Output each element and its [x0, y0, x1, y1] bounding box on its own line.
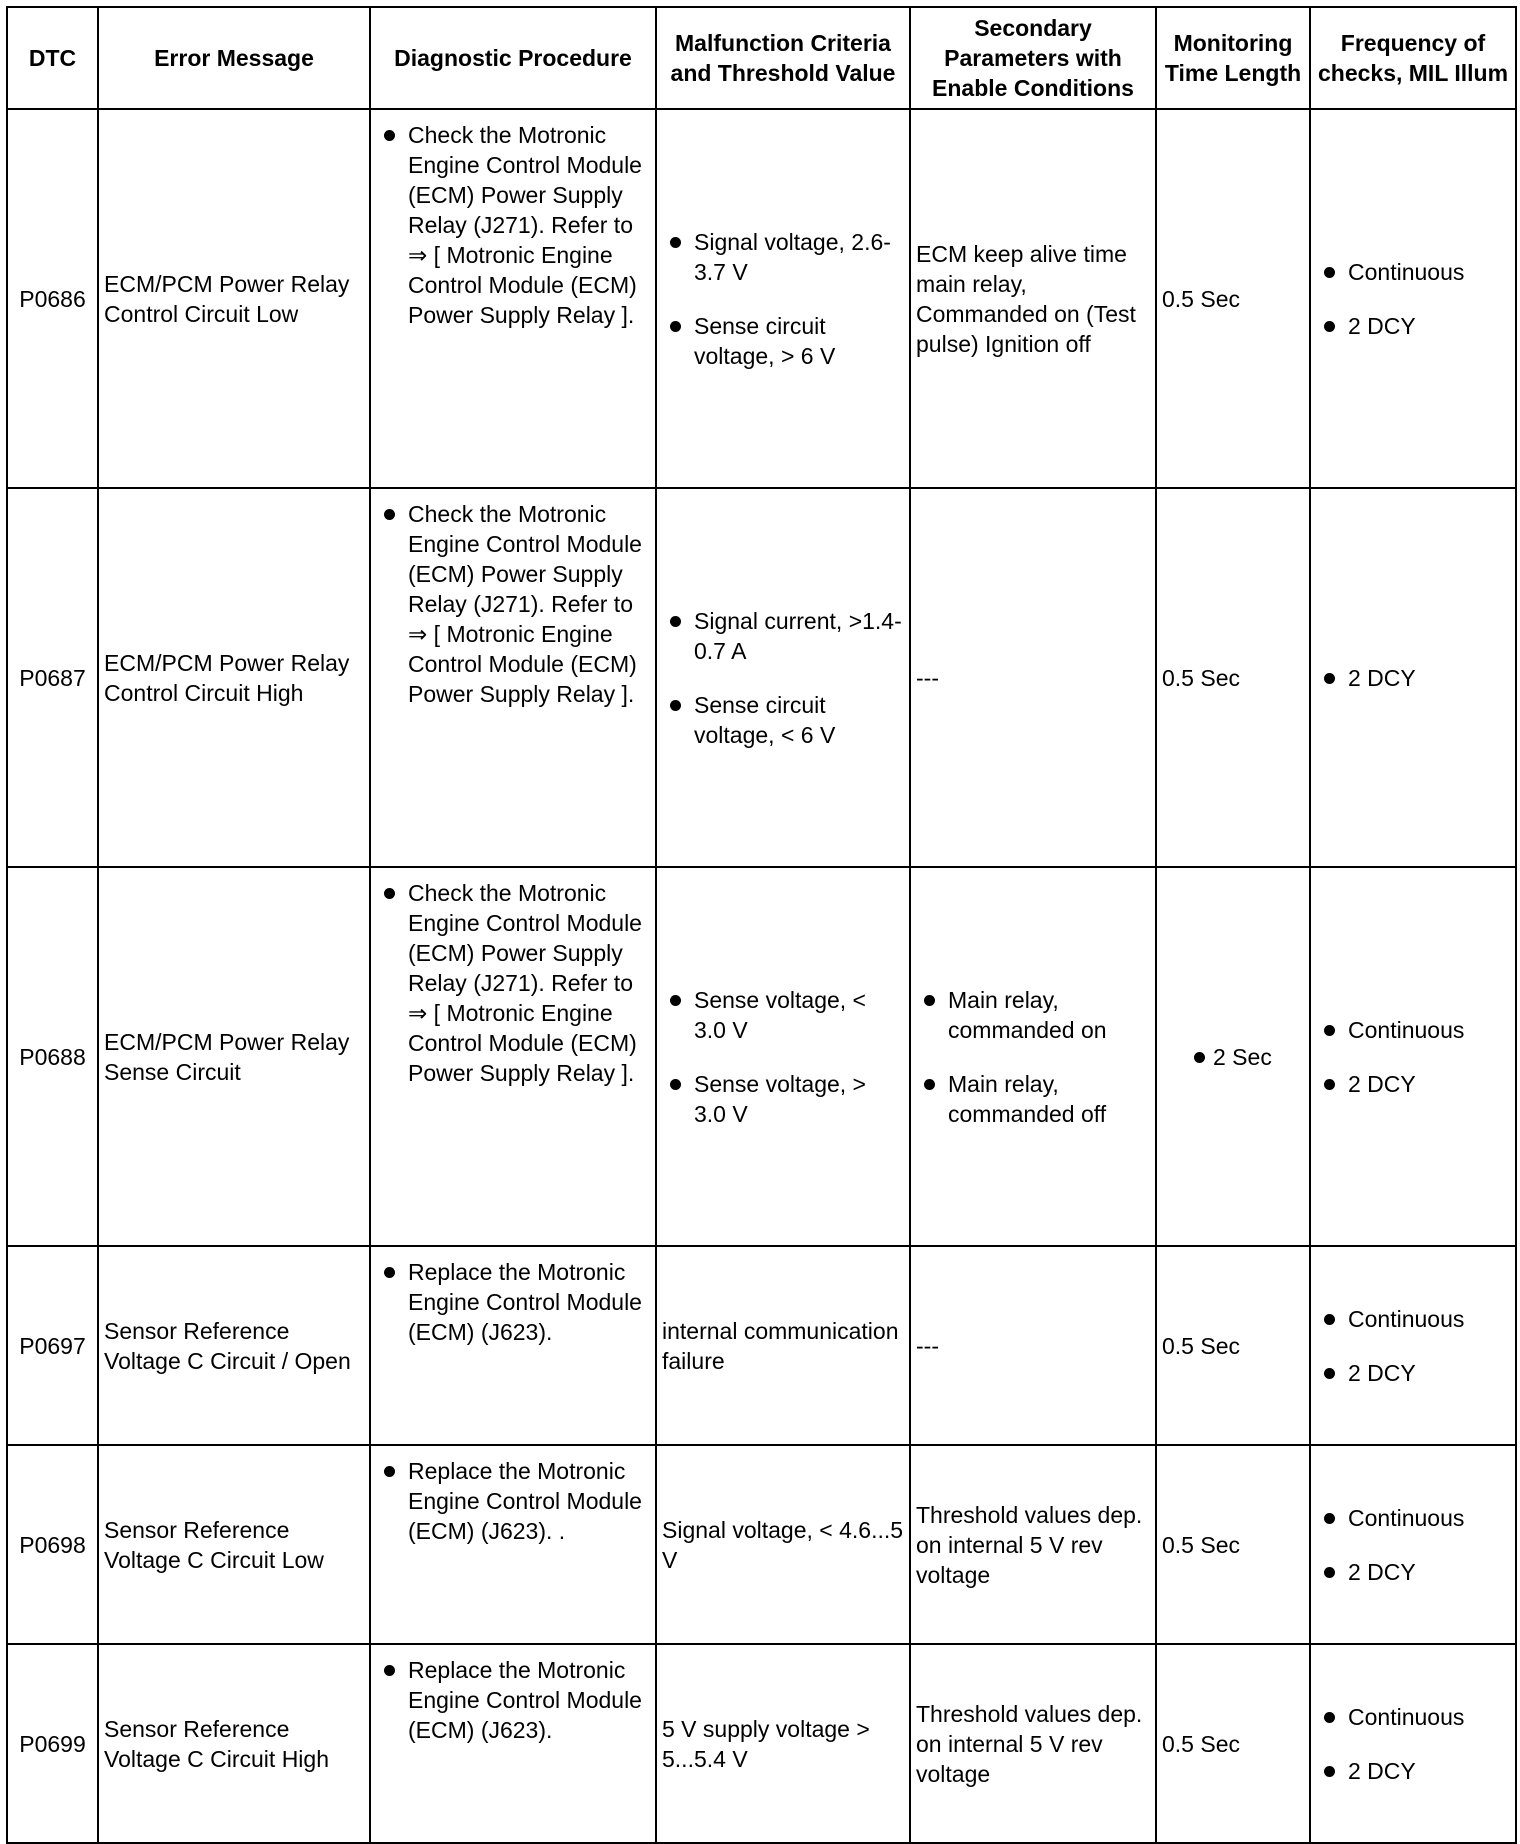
secondary-parameters: --- — [910, 1246, 1156, 1445]
table-row — [7, 1445, 1516, 1644]
error-message: Sensor Reference Voltage C Circuit / Open — [98, 1246, 370, 1445]
monitoring-time: 0.5 Sec — [1156, 488, 1310, 867]
dtc-code: P0697 — [7, 1246, 98, 1445]
frequency-item: Continuous — [1316, 1015, 1510, 1045]
frequency — [1310, 1246, 1516, 1445]
header-secondary-parameters: Secondary Parameters with Enable Conditions — [910, 7, 1156, 109]
dtc-code: P0688 — [7, 867, 98, 1246]
frequency — [1310, 867, 1516, 1246]
secondary-parameters — [910, 867, 1156, 1246]
criteria-item: Sense voltage, > 3.0 V — [662, 1069, 904, 1129]
malfunction-criteria — [656, 488, 910, 867]
diagnostic-procedure — [370, 109, 656, 488]
malfunction-criteria — [656, 867, 910, 1246]
secondary-parameters: --- — [910, 488, 1156, 867]
procedure-item: Check the Motronic Engine Control Module (ECM) Power Supply Relay (J271). Refer to ⇒ [ Motronic Engine Control Module (ECM) Power Supply Relay ]. — [376, 120, 650, 330]
secondary-item: Main relay, commanded off — [916, 1069, 1150, 1129]
secondary-parameters: Threshold values dep. on internal 5 V rev voltage — [910, 1445, 1156, 1644]
criteria-item: Sense voltage, < 3.0 V — [662, 985, 904, 1045]
diagnostic-procedure — [370, 867, 656, 1246]
frequency-item: 2 DCY — [1316, 311, 1510, 341]
dtc-code: P0687 — [7, 488, 98, 867]
frequency-item: 2 DCY — [1316, 663, 1510, 693]
table-row — [7, 488, 1516, 867]
diagnostic-procedure — [370, 1644, 656, 1843]
frequency — [1310, 1644, 1516, 1843]
header-diagnostic-procedure: Diagnostic Procedure — [370, 7, 656, 109]
procedure-item: Replace the Motronic Engine Control Module (ECM) (J623). — [376, 1257, 650, 1347]
frequency — [1310, 109, 1516, 488]
dtc-code: P0686 — [7, 109, 98, 488]
malfunction-criteria: Signal voltage, < 4.6...5 V — [656, 1445, 910, 1644]
table-row — [7, 109, 1516, 488]
diagnostic-procedure — [370, 1246, 656, 1445]
frequency — [1310, 488, 1516, 867]
frequency-item: Continuous — [1316, 257, 1510, 287]
monitoring-time: 0.5 Sec — [1156, 1246, 1310, 1445]
monitoring-time: 0.5 Sec — [1156, 1644, 1310, 1843]
monitoring-time: 0.5 Sec — [1156, 109, 1310, 488]
criteria-item: Signal current, >1.4-0.7 A — [662, 606, 904, 666]
table-row — [7, 1246, 1516, 1445]
diagnostic-procedure — [370, 488, 656, 867]
header-monitoring-time: Monitoring Time Length — [1156, 7, 1310, 109]
dtc-code: P0698 — [7, 1445, 98, 1644]
error-message: ECM/PCM Power Relay Control Circuit High — [98, 488, 370, 867]
error-message: ECM/PCM Power Relay Sense Circuit — [98, 867, 370, 1246]
monitoring-time — [1156, 867, 1310, 1246]
frequency — [1310, 1445, 1516, 1644]
procedure-item: Replace the Motronic Engine Control Module (ECM) (J623). . — [376, 1456, 650, 1546]
procedure-item: Check the Motronic Engine Control Module (ECM) Power Supply Relay (J271). Refer to ⇒ [ Motronic Engine Control Module (ECM) Power Supply Relay ]. — [376, 878, 650, 1088]
frequency-item: 2 DCY — [1316, 1557, 1510, 1587]
frequency-item: Continuous — [1316, 1304, 1510, 1334]
header-malfunction-criteria: Malfunction Criteria and Threshold Value — [656, 7, 910, 109]
header-frequency: Frequency of checks, MIL Illum — [1310, 7, 1516, 109]
criteria-item: Sense circuit voltage, > 6 V — [662, 311, 904, 371]
monitoring-item: 2 Sec — [1186, 1042, 1304, 1072]
frequency-item: Continuous — [1316, 1702, 1510, 1732]
criteria-item: Signal voltage, 2.6-3.7 V — [662, 227, 904, 287]
dtc-table — [6, 6, 1517, 1844]
secondary-parameters: Threshold values dep. on internal 5 V rev voltage — [910, 1644, 1156, 1843]
malfunction-criteria: internal communication failure — [656, 1246, 910, 1445]
error-message: ECM/PCM Power Relay Control Circuit Low — [98, 109, 370, 488]
header-row — [7, 7, 1516, 109]
procedure-item: Check the Motronic Engine Control Module (ECM) Power Supply Relay (J271). Refer to ⇒ [ Motronic Engine Control Module (ECM) Power Supply Relay ]. — [376, 499, 650, 709]
diagnostic-procedure — [370, 1445, 656, 1644]
secondary-parameters: ECM keep alive time main relay, Commanded on (Test pulse) Ignition off — [910, 109, 1156, 488]
malfunction-criteria — [656, 109, 910, 488]
malfunction-criteria: 5 V supply voltage > 5...5.4 V — [656, 1644, 910, 1843]
frequency-item: 2 DCY — [1316, 1358, 1510, 1388]
error-message: Sensor Reference Voltage C Circuit High — [98, 1644, 370, 1843]
table-row — [7, 867, 1516, 1246]
frequency-item: Continuous — [1316, 1503, 1510, 1533]
dtc-code: P0699 — [7, 1644, 98, 1843]
table-row — [7, 1644, 1516, 1843]
monitoring-time: 0.5 Sec — [1156, 1445, 1310, 1644]
frequency-item: 2 DCY — [1316, 1756, 1510, 1786]
secondary-item: Main relay, commanded on — [916, 985, 1150, 1045]
error-message: Sensor Reference Voltage C Circuit Low — [98, 1445, 370, 1644]
header-error-message: Error Message — [98, 7, 370, 109]
criteria-item: Sense circuit voltage, < 6 V — [662, 690, 904, 750]
header-dtc: DTC — [7, 7, 98, 109]
procedure-item: Replace the Motronic Engine Control Module (ECM) (J623). — [376, 1655, 650, 1745]
frequency-item: 2 DCY — [1316, 1069, 1510, 1099]
